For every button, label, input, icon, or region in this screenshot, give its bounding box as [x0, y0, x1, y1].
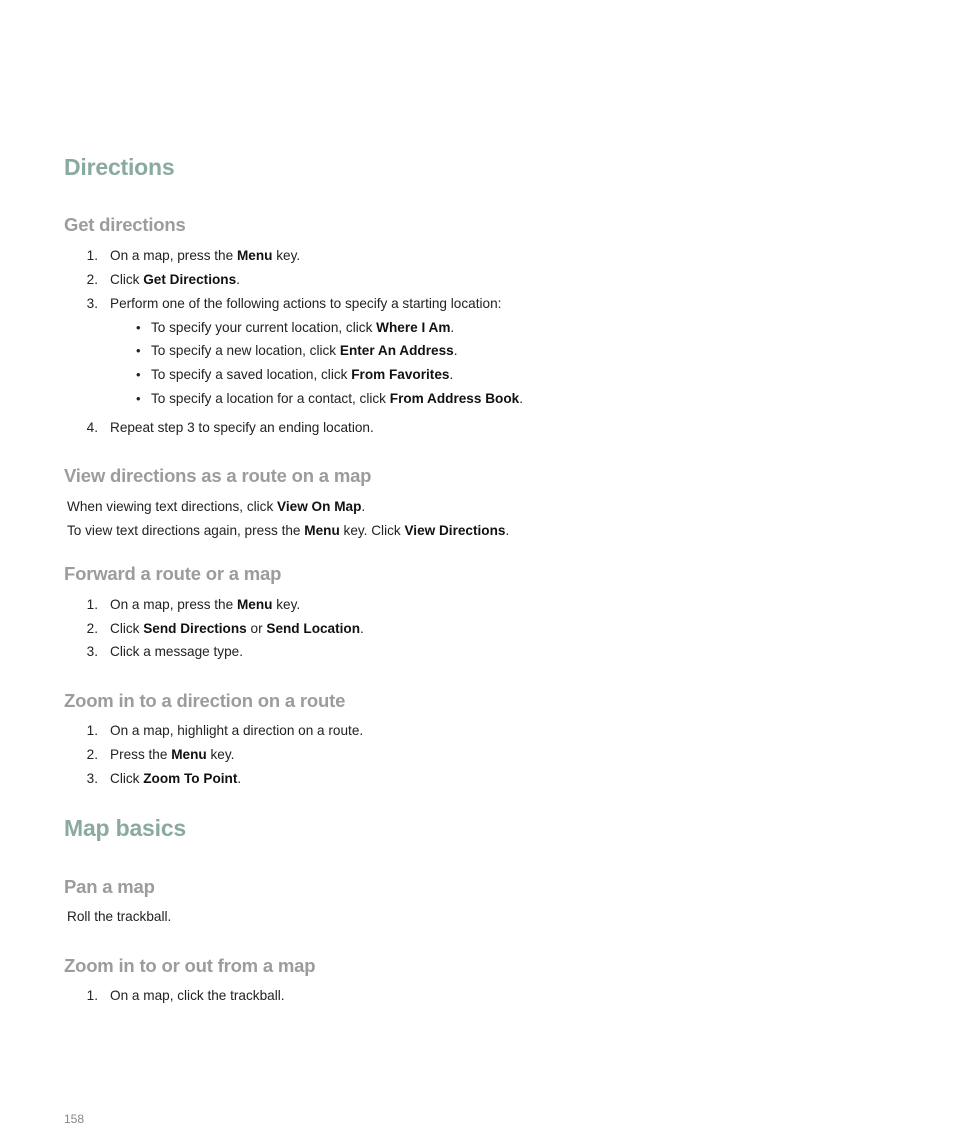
- heading-get-directions: Get directions: [64, 214, 186, 235]
- heading-zoom-direction: Zoom in to a direction on a route: [64, 690, 346, 711]
- bullet-text: To specify a location for a contact, click From Address Book.: [151, 391, 523, 406]
- step-text: Press the Menu key.: [110, 747, 235, 762]
- step-text: On a map, press the Menu key.: [110, 597, 301, 612]
- bullet-icon: •: [136, 391, 141, 406]
- bullet-icon: •: [136, 320, 141, 335]
- step-number: 4.: [86, 420, 98, 435]
- step-number: 1.: [86, 248, 98, 263]
- step-text: Repeat step 3 to specify an ending location.: [110, 420, 374, 435]
- step-number: 2.: [86, 747, 98, 762]
- step-number: 3.: [86, 644, 98, 659]
- step-number: 1.: [86, 723, 98, 738]
- step-number: 1.: [86, 597, 98, 612]
- step-number: 1.: [86, 988, 98, 1003]
- step-text: On a map, click the trackball.: [110, 988, 285, 1003]
- heading-zoom-map: Zoom in to or out from a map: [64, 955, 316, 976]
- step-number: 3.: [86, 296, 98, 311]
- section-title-map-basics: Map basics: [64, 815, 186, 841]
- view-route-line-2: To view text directions again, press the Menu key. Click View Directions.: [67, 523, 510, 538]
- step-text: On a map, press the Menu key.: [110, 248, 301, 263]
- step-number: 2.: [86, 272, 98, 287]
- step-number: 2.: [86, 621, 98, 636]
- step-text: Click Zoom To Point.: [110, 771, 242, 786]
- bullet-text: To specify a saved location, click From Favorites.: [151, 367, 454, 382]
- bullet-icon: •: [136, 343, 141, 358]
- view-route-line-1: When viewing text directions, click View On Map.: [67, 499, 366, 514]
- page-number: 158: [64, 1112, 85, 1126]
- heading-view-route: View directions as a route on a map: [64, 465, 372, 486]
- bullet-icon: •: [136, 367, 141, 382]
- bullet-text: To specify your current location, click Where I Am.: [151, 320, 455, 335]
- pan-map-text: Roll the trackball.: [67, 909, 172, 924]
- section-title-directions: Directions: [64, 154, 175, 180]
- step-text: Click Get Directions.: [110, 272, 240, 287]
- heading-forward-route: Forward a route or a map: [64, 563, 282, 584]
- step-text: Click a message type.: [110, 644, 243, 659]
- step-text: Perform one of the following actions to specify a starting location:: [110, 296, 502, 311]
- heading-pan-map: Pan a map: [64, 876, 155, 897]
- step-text: Click Send Directions or Send Location.: [110, 621, 364, 636]
- step-number: 3.: [86, 771, 98, 786]
- bullet-text: To specify a new location, click Enter An Address.: [151, 343, 458, 358]
- step-text: On a map, highlight a direction on a route.: [110, 723, 364, 738]
